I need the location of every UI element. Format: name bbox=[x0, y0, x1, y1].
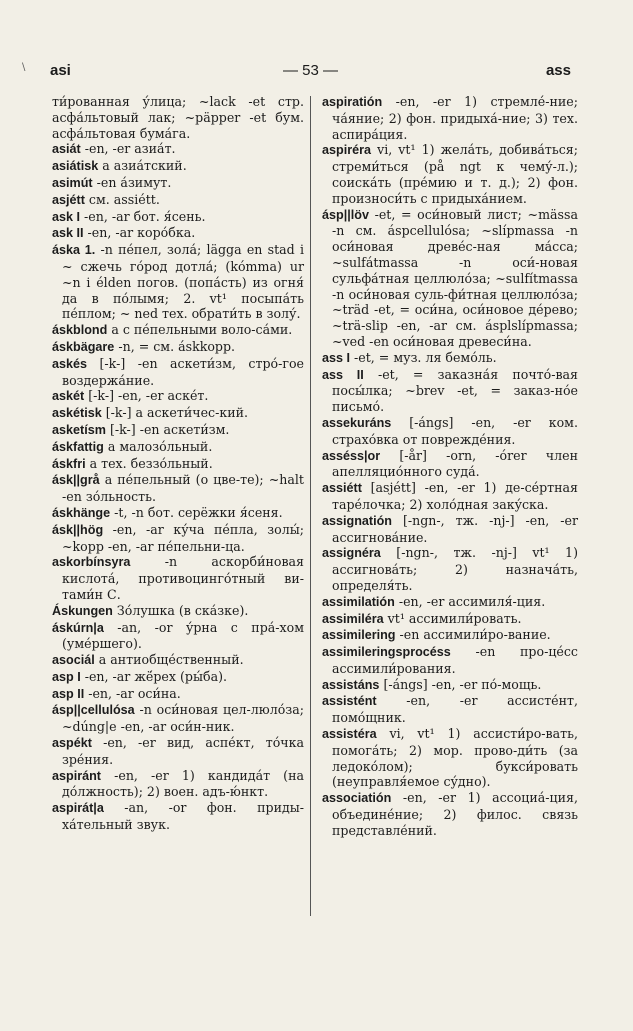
entry-definition: -en, -er 1) ассоциа́-ция, объедине́ние; 2) филос. связь представле́ний. bbox=[332, 790, 578, 838]
entry-definition: [-ángs] -en, -er ком. страхо́вка от поврежде́ния. bbox=[332, 414, 578, 447]
dictionary-entry bbox=[322, 415, 578, 448]
entry-headword: ass I bbox=[322, 350, 351, 365]
entry-definition: -en, -er ассисте́нт, помо́щник. bbox=[332, 693, 578, 726]
dictionary-entry bbox=[52, 225, 304, 242]
dictionary-entry bbox=[52, 405, 304, 422]
dictionary-entry bbox=[52, 456, 304, 473]
dictionary-entry bbox=[322, 367, 578, 415]
dictionary-entry bbox=[322, 644, 578, 677]
entry-headword: aspiréra bbox=[322, 143, 372, 158]
entry-definition: vi, vt¹ 1) жела́ть, добива́ться; стреми́ться (på ngt к чему́-л.); соиска́ть (пре́мию и т. д.); 2) фон. произноси́ть с придыха́нием. bbox=[332, 142, 578, 206]
entry-headword: asketísm bbox=[52, 422, 106, 437]
dictionary-entry bbox=[322, 726, 578, 790]
dictionary-entry bbox=[52, 422, 304, 439]
dictionary-entry bbox=[322, 448, 578, 481]
entry-headword: ásk||hög bbox=[52, 522, 104, 537]
entry-definition: [-ngn-, тж. -nj-] -en, -er ассигнова́ние. bbox=[332, 512, 578, 545]
entry-definition: a азиа́тский. bbox=[102, 158, 187, 174]
entry-headword: ask I bbox=[52, 209, 81, 224]
dictionary-entry bbox=[52, 192, 304, 209]
entry-definition: -en, -er 1) кандида́т (на до́лжность); 2) воен. адъ-ю́нкт. bbox=[62, 767, 304, 800]
dictionary-entry bbox=[52, 175, 304, 192]
entry-headword: asociál bbox=[52, 653, 95, 668]
entry-headword: assimilering bbox=[322, 628, 396, 643]
dictionary-entry bbox=[52, 209, 304, 226]
entry-headword: áskhänge bbox=[52, 505, 111, 520]
entry-definition: -en, -er 1) стремле́-ние; ча́яние; 2) фон. придыха́-ние; 3) тех. аспира́ция. bbox=[332, 94, 578, 142]
dictionary-entry bbox=[322, 545, 578, 593]
entry-definition: -et, = оси́новый лист; ~mässa -n см. áspcellulósa; ~slípmassa -n оси́новая древе́с-ная ма́сса; ~sulfátmassa -n оси́-новая сульфа́тная целлюло́за; ~sulfítmassa -n оси́новая суль-фи́тная целлюло́за; ~träd -et, = оси́на, оси́новое де́рево; ~trä-slip -en, -ar см. ásplslípmassa; ~ved -en оси́новая древеси́на. bbox=[332, 206, 578, 349]
dictionary-entry bbox=[52, 339, 304, 356]
entry-definition: a с пе́пельными воло-са́ми. bbox=[111, 322, 293, 338]
entry-definition: [-ngn-, тж. -nj-] vt¹ 1) ассигнова́ть; 2) назнача́ть, определя́ть. bbox=[332, 545, 578, 593]
entry-headword: assistáns bbox=[322, 677, 380, 692]
entry-definition: vt¹ ассимили́ровать. bbox=[387, 610, 522, 626]
entry-definition: -en, -er ассимиля́-ция. bbox=[398, 593, 546, 609]
dictionary-entry bbox=[52, 702, 304, 735]
entry-headword: ass II bbox=[322, 367, 364, 382]
entry-headword: asiát bbox=[52, 142, 81, 157]
entry-headword: asp II bbox=[52, 686, 85, 701]
entry-headword: aspiránt bbox=[52, 768, 101, 783]
entry-definition: a тех. беззо́льный. bbox=[89, 455, 213, 471]
dictionary-entry bbox=[322, 513, 578, 546]
dictionary-entry bbox=[52, 505, 304, 522]
entry-headword: assignéra bbox=[322, 546, 381, 561]
entry-headword: assimileringsprocéss bbox=[322, 645, 451, 660]
entry-definition: -en, -er азиа́т. bbox=[84, 141, 176, 157]
entry-definition: -en а́зимут. bbox=[96, 174, 172, 190]
entry-headword: asséss|or bbox=[322, 448, 381, 463]
dictionary-entry bbox=[322, 350, 578, 367]
dictionary-entry bbox=[322, 677, 578, 694]
entry-headword: áska 1. bbox=[52, 243, 96, 258]
entry-headword: assistéra bbox=[322, 727, 377, 742]
dictionary-entry bbox=[52, 522, 304, 555]
entry-definition: см. assiétt. bbox=[88, 191, 160, 207]
entry-definition: -an, -or у́рна с пра́-хом (уме́ршего). bbox=[62, 619, 304, 652]
entry-definition: -en, -er вид, аспе́кт, то́чка зре́ния. bbox=[62, 735, 304, 767]
dictionary-entry bbox=[52, 620, 304, 653]
entry-headword: aspirát|a bbox=[52, 801, 104, 816]
entry-headword: askés bbox=[52, 356, 88, 371]
entry-headword: assekuráns bbox=[322, 415, 392, 430]
dictionary-entry bbox=[52, 686, 304, 703]
entry-definition: [-k-] -en аскети́зм. bbox=[109, 421, 230, 437]
entry-definition: -en ассимили́ро-вание. bbox=[399, 627, 551, 643]
dictionary-entry bbox=[322, 207, 578, 350]
entry-headword: áskúrn|a bbox=[52, 620, 104, 635]
entry-headword: áskfri bbox=[52, 456, 86, 471]
dictionary-entry bbox=[52, 603, 304, 620]
dictionary-entry bbox=[52, 652, 304, 669]
entry-headword: assiétt bbox=[322, 481, 362, 496]
entry-definition: -n аскорби́новая кислота́, противоцинго́тный ви-тами́н С. bbox=[62, 554, 304, 602]
entry-definition: -et, = заказна́я почто́-вая посы́лка; ~brev -et, = заказ-но́е письмо́. bbox=[332, 366, 578, 415]
entry-headword: áskbägare bbox=[52, 339, 115, 354]
entry-definition: [-k-] a аскети́чес-кий. bbox=[105, 405, 248, 421]
dictionary-entry bbox=[322, 94, 578, 142]
dictionary-entry bbox=[322, 142, 578, 206]
entry-definition: Зо́лушка (в ска́зке). bbox=[116, 602, 249, 618]
dictionary-entry bbox=[52, 356, 304, 389]
entry-definition: [-k-] -en аскети́зм, стро́-гое воздержа́ние. bbox=[62, 355, 304, 388]
entry-headword: assistént bbox=[322, 694, 377, 709]
entry-definition: a антиобще́ственный. bbox=[98, 652, 244, 668]
entry-headword: áskfattig bbox=[52, 439, 104, 454]
entry-headword: assimiléra bbox=[322, 611, 384, 626]
entry-definition: -t, -n бот. серёжки я́сеня. bbox=[114, 504, 283, 520]
margin-mark: \ bbox=[22, 62, 26, 73]
dictionary-entry bbox=[52, 669, 304, 686]
page-header bbox=[50, 60, 571, 84]
header-right-guideword: ass bbox=[545, 62, 571, 79]
entry-definition: -en, -ar оси́на. bbox=[88, 685, 181, 701]
entry-definition: a малозо́льный. bbox=[107, 438, 213, 454]
entry-headword: assimilatión bbox=[322, 594, 395, 609]
entry-headword: aspékt bbox=[52, 736, 92, 751]
entry-definition: -n пе́пел, зола́; lägga en stad i ~ сжечь го́род дотла́; (kómma) ur ~n i élden погов. (попа́сть) из огня́ да в по́лымя; 2. vt¹ посыпа́ть пе́плом; ~ ned тех. обрати́ть в золу́. bbox=[62, 242, 304, 322]
entry-definition: -et, = муз. ля бемо́ль. bbox=[354, 349, 497, 365]
dictionary-entry bbox=[52, 768, 304, 801]
entry-headword: asjétt bbox=[52, 192, 85, 207]
dictionary-entry bbox=[322, 594, 578, 611]
entry-headword: askorbínsyra bbox=[52, 555, 131, 570]
dictionary-entry bbox=[52, 439, 304, 456]
right-column bbox=[322, 94, 578, 839]
dictionary-entry bbox=[322, 611, 578, 628]
dictionary-entry bbox=[52, 554, 304, 602]
entry-headword: áskblond bbox=[52, 323, 108, 338]
dictionary-entry bbox=[52, 322, 304, 339]
dictionary-entry bbox=[52, 141, 304, 158]
dictionary-entry bbox=[322, 480, 578, 513]
dictionary-entry bbox=[52, 94, 304, 141]
dictionary-entry bbox=[52, 158, 304, 175]
dictionary-entry bbox=[322, 790, 578, 838]
entry-definition: ти́рованная у́лица; ~lack -et стр. асфа́льтовый лак; ~päpper -et бум. асфа́льтовая бума́га. bbox=[52, 94, 304, 141]
entry-headword: ásp||cellulósa bbox=[52, 703, 135, 718]
entry-definition: -en про-це́сс ассимили́рования. bbox=[332, 644, 578, 676]
entry-headword: assignatión bbox=[322, 513, 392, 528]
entry-headword: asimút bbox=[52, 175, 93, 190]
entry-headword: asp I bbox=[52, 669, 81, 684]
entry-definition: -n, = см. áskkopp. bbox=[118, 338, 236, 354]
entry-definition: [-år] -orn, -órer член апелляцио́нного суда́. bbox=[332, 447, 578, 480]
entry-definition: vi, vt¹ 1) ассисти́ро-вать, помога́ть; 2) мор. прово-ди́ть (за ледоко́лом); букси́ровать (неуправля́емое су́дно). bbox=[332, 726, 578, 790]
entry-headword: ásp||löv bbox=[322, 207, 369, 222]
entry-definition: -en, -ar бот. я́сень. bbox=[84, 208, 206, 224]
entry-headword: associatión bbox=[322, 791, 392, 806]
column-divider bbox=[310, 96, 311, 916]
header-left-guideword: asi bbox=[50, 62, 71, 79]
dictionary-entry bbox=[52, 242, 304, 322]
entry-headword: asiátisk bbox=[52, 159, 99, 174]
entry-definition: -n оси́новая цел-люло́за; ~dúng|e -en, -ar оси́н-ник. bbox=[62, 702, 304, 735]
entry-definition: [-k-] -en, -er аске́т. bbox=[88, 388, 209, 404]
dictionary-entry bbox=[52, 472, 304, 505]
entry-headword: ásk||grå bbox=[52, 473, 100, 488]
entry-definition: -en, -ar коро́бка. bbox=[87, 225, 196, 241]
entry-definition: -an, -or фон. приды-ха́тельный звук. bbox=[62, 800, 304, 833]
entry-headword: ask II bbox=[52, 226, 84, 241]
dictionary-entry bbox=[52, 800, 304, 833]
page-number: — 53 — bbox=[282, 62, 339, 79]
dictionary-entry bbox=[322, 693, 578, 726]
entry-definition: -en, -ar ку́ча пе́пла, золы́; ~kopp -en, -ar пе́пельни-ца. bbox=[62, 521, 304, 554]
entry-headword: Áskungen bbox=[52, 603, 113, 618]
left-column bbox=[52, 94, 304, 833]
dictionary-entry bbox=[52, 735, 304, 768]
entry-definition: [asjétt] -en, -er 1) де-се́ртная таре́лочка; 2) холо́дная заку́ска. bbox=[332, 480, 578, 512]
entry-definition: [-ángs] -en, -er по́-мощь. bbox=[383, 676, 542, 692]
dictionary-entry bbox=[322, 627, 578, 644]
entry-headword: askétisk bbox=[52, 406, 102, 421]
dictionary-entry bbox=[52, 388, 304, 405]
entry-definition: a пе́пельный (о цве-те); ~halt -en зо́льность. bbox=[62, 472, 304, 505]
entry-headword: aspiratión bbox=[322, 95, 383, 109]
entry-definition: -en, -ar жё́рех (ры́ба). bbox=[84, 668, 227, 684]
entry-headword: askét bbox=[52, 389, 85, 404]
